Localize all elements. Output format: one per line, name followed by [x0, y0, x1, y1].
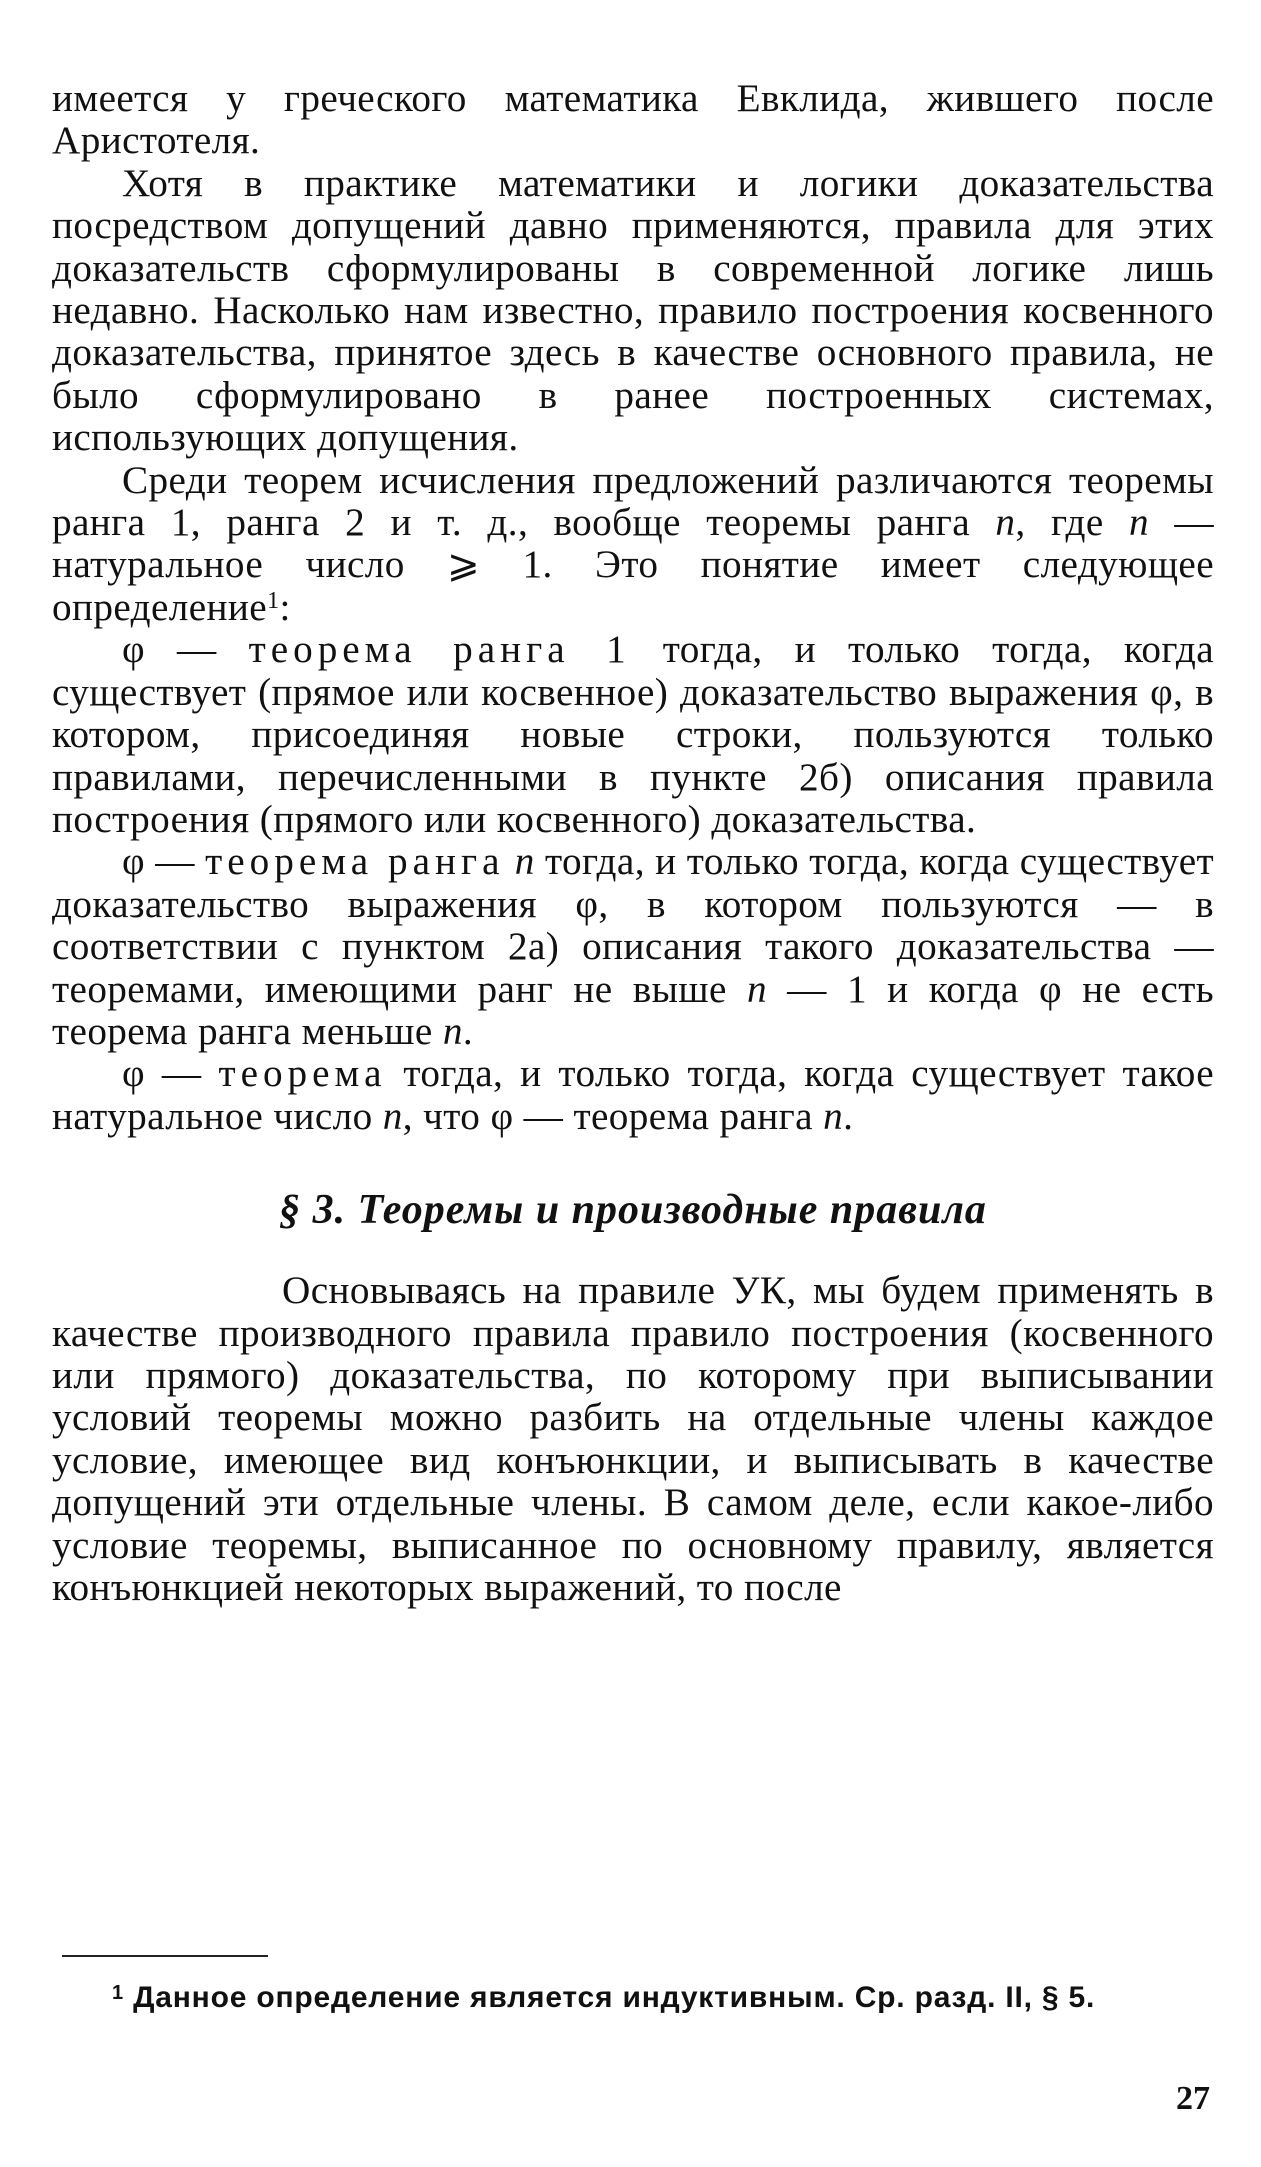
variable-n: n [995, 501, 1016, 545]
definition-rank-1 [52, 629, 1214, 841]
variable-n: n [514, 840, 535, 884]
variable-n: n [382, 1094, 403, 1138]
footnote-text: Данное определение является индуктивным. Ср. разд. II, § 5. [133, 1981, 1096, 2014]
def3-end: . [843, 1094, 854, 1138]
definition-rank-n [52, 841, 1214, 1053]
section-paragraph: Основываясь на правиле УК, мы будем применять в качестве производного правила правило построения (косвенного или прямого) доказательства, по которому при выписывании условий теоремы можно разбить на отдельные члены каждое условие, имеющее вид конъюнкции, и выписывать в качестве допущений эти отдельные члены. В самом деле, если какое-либо условие теоремы, выписанное по основному правилу, является конъюнкцией некоторых выражений, то после [52, 1269, 1214, 1609]
p3-text-d: : [279, 585, 291, 629]
def1-term: теорема ранга 1 [248, 628, 631, 672]
variable-n: n [442, 1009, 463, 1053]
def3-mid: тогда, и только тогда, когда существует такое натуральное число [52, 1052, 1214, 1138]
def1-rest: тогда, и только тогда, когда существует (прямое или косвенное) доказательство выражения φ, в котором, присоединяя новые строки, пользуются только правилами, перечисленными в пункте 2б) описания правила построения (прямого или косвенного) доказательства. [52, 628, 1215, 841]
variable-n: n [746, 967, 767, 1011]
paragraph-1: имеется у греческого математика Евклида, жившего после Аристотеля. [52, 77, 1214, 163]
def3-phi: φ — [122, 1052, 219, 1096]
section-heading: § 3. Теоремы и производные правила [279, 1187, 987, 1234]
paragraph-3 [52, 460, 1214, 630]
p3-text-b: , где [1015, 501, 1130, 545]
def3-term: теорема [218, 1052, 387, 1096]
def2-mid: тогда, и только тогда, когда существует доказательство выражения φ, в котором пользуются — в соответствии с пунктом 2а) описания такого доказательства — теоремами, имеющими ранг не выше [52, 840, 1215, 1011]
def1-phi: φ — [122, 628, 249, 672]
def2-term: теорема ранга [205, 840, 505, 884]
footnote-divider [62, 1955, 268, 1957]
def2-phi: φ — [122, 840, 206, 884]
definition-theorem [52, 1053, 1214, 1138]
footnote-number: 1 [112, 1982, 124, 2004]
variable-n: n [1129, 501, 1150, 545]
variable-n: n [823, 1094, 844, 1138]
def3-mid2: , что φ — теорема ранга [402, 1094, 824, 1138]
page-body [52, 78, 1214, 1609]
def2-mid2: — 1 и когда φ не есть теорема ранга меньше [52, 967, 1214, 1053]
footnote [112, 1980, 1232, 2016]
p3-text-a: Среди теорем исчисления предложений различаются теоремы ранга 1, ранга 2 и т. д., вообще теоремы ранга [52, 458, 1214, 545]
paragraph-2: Хотя в практике математики и логики доказательства посредством допущений давно применяются, правила для этих доказательств сформулированы в современной логике лишь недавно. Насколько нам известно, правило построения косвенного доказательства, принятое здесь в качестве основного правила, не было сформулировано в ранее построенных системах, использующих допущения. [52, 161, 1214, 460]
p3-text-c: — натуральное число ⩾ 1. Это понятие имеет следующее определение [52, 501, 1214, 629]
footnote-marker[interactable]: 1 [267, 587, 280, 614]
page-number: 27 [1176, 2080, 1210, 2117]
def2-end: . [462, 1009, 474, 1053]
